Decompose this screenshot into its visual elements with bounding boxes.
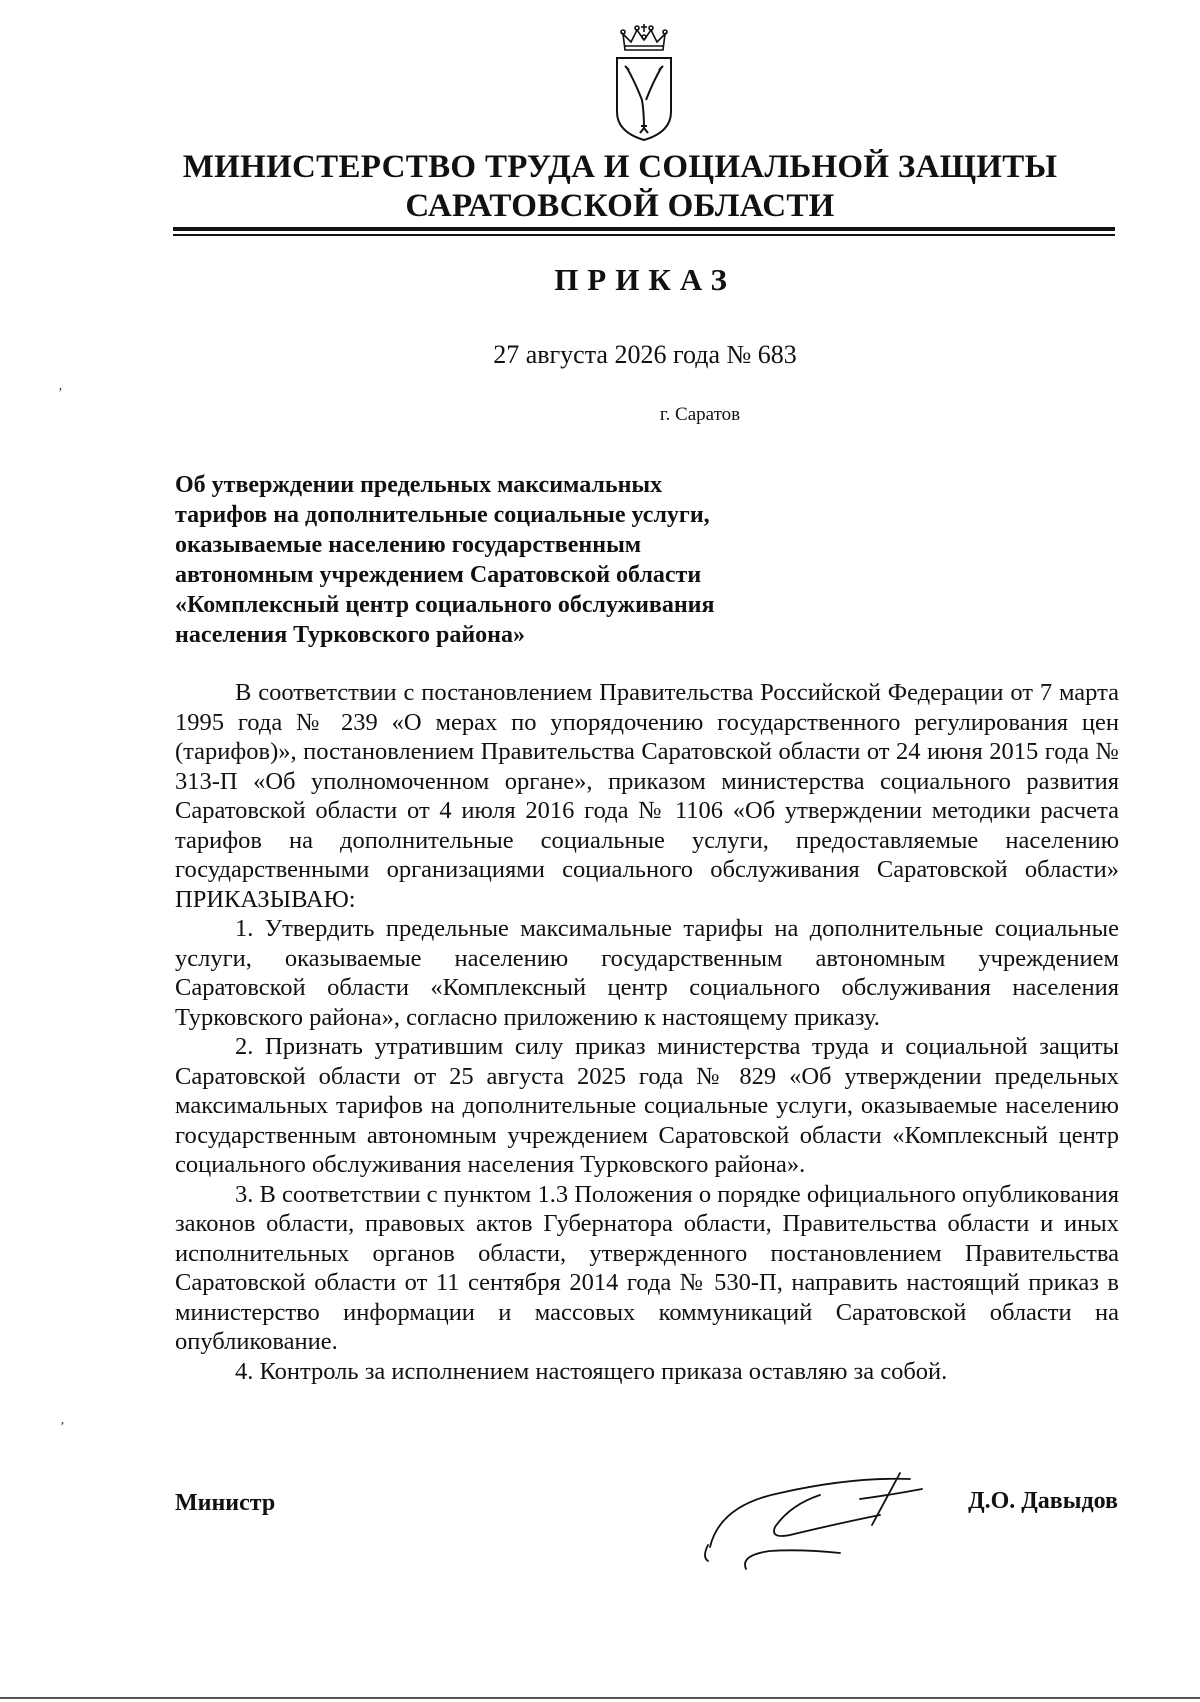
subject-line: населения Турковского района»: [175, 622, 525, 648]
preamble-paragraph: В соответствии с постановлением Правительства Российской Федерации от 7 марта 1995 года № 239 «О мерах по упорядочению государственного регулирования цен (тарифов)», постановлением Правительства Саратовской области от 24 июня 2015 года № 313-П «Об уполномоченном органе», приказом министерства социального развития Саратовской области от 4 июля 2016 года № 1106 «Об утверждении методики расчета тарифов на дополнительные социальные услуги, предоставляемые населению государственными организациями социального обслуживания Саратовской области» ПРИКАЗЫВАЮ:: [175, 679, 1119, 913]
order-date-number: 27 августа 2026 года № 683: [493, 340, 797, 369]
signatory-role: Министр: [175, 1490, 276, 1516]
ministry-name: [170, 148, 1070, 226]
subject-line: оказываемые населению государственным: [175, 532, 642, 558]
scan-speck: ’: [60, 1420, 65, 1435]
order-subject: [175, 470, 815, 650]
order-item-3: 3. В соответствии с пунктом 1.3 Положения о порядке официального опубликования законов области, правовых актов Губернатора области, Правительства области и иных исполнительных органов области, утвержденного постановлением Правительства Саратовской области от 11 сентября 2014 года № 530-П, направить настоящий приказ в министерство информации и массовых коммуникаций Саратовской области на опубликование.: [175, 1180, 1119, 1355]
subject-line: тарифов на дополнительные социальные услуги,: [175, 502, 710, 528]
subject-line: автономным учреждением Саратовской области: [175, 562, 702, 588]
order-body: [175, 678, 1119, 1386]
header-rule-thick: [173, 227, 1115, 231]
order-item-2: 2. Признать утратившим силу приказ министерства труда и социальной защиты Саратовской области от 25 августа 2025 года № 829 «Об утверждении предельных максимальных тарифов на дополнительные социальные услуги, оказываемые населению государственным автономным учреждением Саратовской области «Комплексный центр социального обслуживания населения Турковского района».: [175, 1033, 1119, 1178]
header-rule-thin: [173, 234, 1115, 236]
scan-speck: ’: [58, 386, 63, 401]
order-item-4: 4. Контроль за исполнением настоящего приказа оставляю за собой.: [235, 1357, 948, 1385]
ministry-line-2: САРАТОВСКОЙ ОБЛАСТИ: [405, 188, 835, 224]
subject-line: Об утверждении предельных максимальных: [175, 472, 663, 498]
order-item-1: 1. Утвердить предельные максимальные тарифы на дополнительные социальные услуги, оказываемые населению государственным автономным учреждением Саратовской области «Комплексный центр социального обслуживания населения Турковского района», согласно приложению к настоящему приказу.: [175, 915, 1119, 1031]
signature-mark: [700, 1465, 940, 1575]
subject-line: «Комплексный центр социального обслуживания: [175, 592, 715, 618]
order-title: ПРИКАЗ: [554, 262, 736, 297]
scan-bottom-edge: [0, 1697, 1200, 1699]
order-city: г. Саратов: [659, 404, 741, 425]
ministry-line-1: МИНИСТЕРСТВО ТРУДА И СОЦИАЛЬНОЙ ЗАЩИТЫ: [182, 149, 1058, 185]
signatory-name: Д.О. Давыдов: [968, 1488, 1118, 1514]
coat-of-arms-icon: [611, 20, 677, 144]
